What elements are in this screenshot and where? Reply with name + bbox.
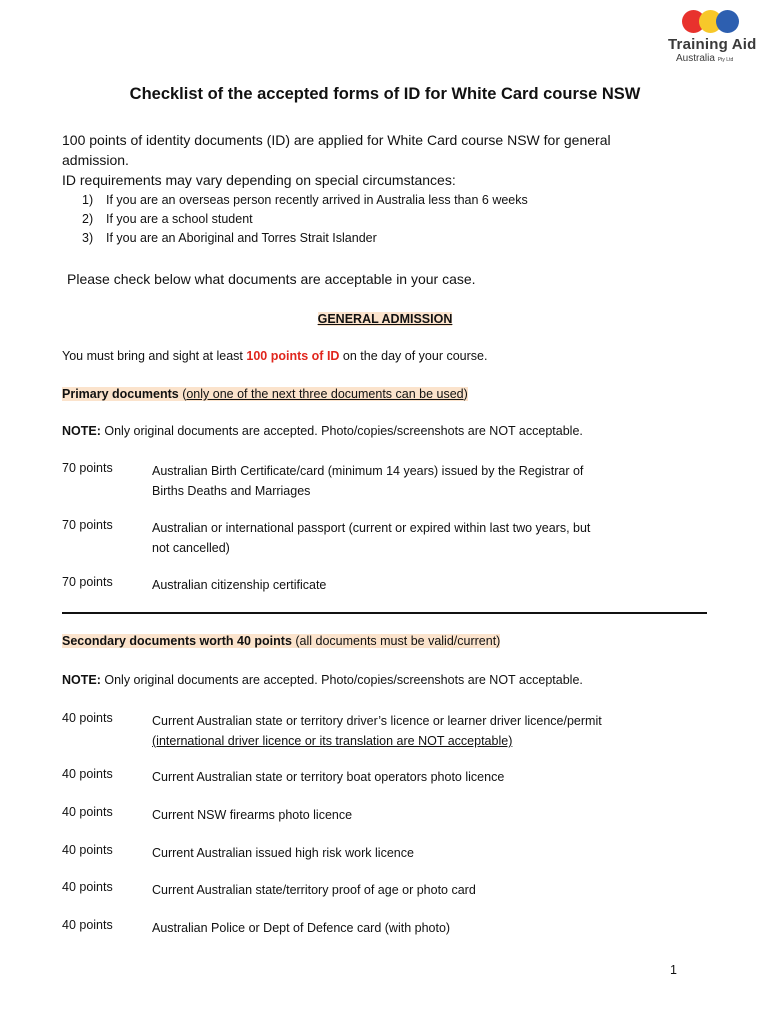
secondary-document: Current Australian state/territory proof of age or photo card bbox=[152, 883, 476, 897]
secondary-points: 40 points bbox=[62, 843, 113, 857]
secondary-document: Australian Police or Dept of Defence card (with photo) bbox=[152, 921, 451, 935]
general-admission-heading: GENERAL ADMISSION bbox=[317, 312, 453, 326]
intro-line-3: ID requirements may vary depending on special circumstances: bbox=[62, 172, 456, 188]
secondary-points: 40 points bbox=[62, 805, 113, 819]
primary-heading: Primary documents (only one of the next three documents can be used) bbox=[62, 387, 468, 401]
secondary-note: NOTE: Only original documents are accepted. Photo/copies/screenshots are NOT acceptable. bbox=[62, 673, 583, 687]
secondary-document: Current NSW firearms photo licence bbox=[152, 808, 353, 822]
secondary-points: 40 points bbox=[62, 767, 113, 781]
company-logo bbox=[662, 8, 757, 68]
primary-points: 70 points bbox=[62, 518, 113, 532]
primary-points: 70 points bbox=[62, 575, 113, 589]
primary-document: Australian Birth Certificate/card (minimum 14 years) issued by the Registrar of Births Deaths and Marriages bbox=[152, 464, 584, 498]
primary-document: Australian or international passport (current or expired within last two years, but not cancelled) bbox=[152, 521, 591, 555]
must-bring-text: You must bring and sight at least 100 points of ID on the day of your course. bbox=[62, 349, 488, 363]
logo-blue-circle bbox=[716, 10, 739, 33]
secondary-document: Current Australian state or territory driver’s licence or learner driver licence/permit (international driver licence or its translation are NOT acceptable) bbox=[152, 714, 602, 748]
intro-line-2: admission. bbox=[62, 152, 129, 168]
page-number: 1 bbox=[670, 963, 677, 977]
page-title: Checklist of the accepted forms of ID for White Card course NSW bbox=[129, 85, 641, 103]
intro-line-1: 100 points of identity documents (ID) are applied for White Card course NSW for general bbox=[62, 132, 611, 148]
primary-note: NOTE: Only original documents are accepted. Photo/copies/screenshots are NOT acceptable. bbox=[62, 424, 583, 438]
check-instruction: Please check below what documents are acceptable in your case. bbox=[67, 271, 476, 287]
circumstance-item: 2) If you are a school student bbox=[82, 212, 253, 226]
primary-points: 70 points bbox=[62, 461, 113, 475]
primary-document: Australian citizenship certificate bbox=[152, 578, 327, 592]
secondary-heading: Secondary documents worth 40 points (all documents must be valid/current) bbox=[62, 634, 501, 648]
circumstance-item: 1) If you are an overseas person recently arrived in Australia less than 6 weeks bbox=[82, 193, 528, 207]
secondary-points: 40 points bbox=[62, 880, 113, 894]
secondary-document: Current Australian issued high risk work licence bbox=[152, 846, 414, 860]
secondary-points: 40 points bbox=[62, 918, 113, 932]
section-divider bbox=[62, 612, 707, 614]
secondary-document: Current Australian state or territory boat operators photo licence bbox=[152, 770, 505, 784]
secondary-points: 40 points bbox=[62, 711, 113, 725]
circumstance-item: 3) If you are an Aboriginal and Torres Strait Islander bbox=[82, 231, 377, 245]
logo-subtitle: Australia Pty Ltd bbox=[676, 53, 734, 64]
logo-name: Training Aid bbox=[668, 36, 757, 53]
